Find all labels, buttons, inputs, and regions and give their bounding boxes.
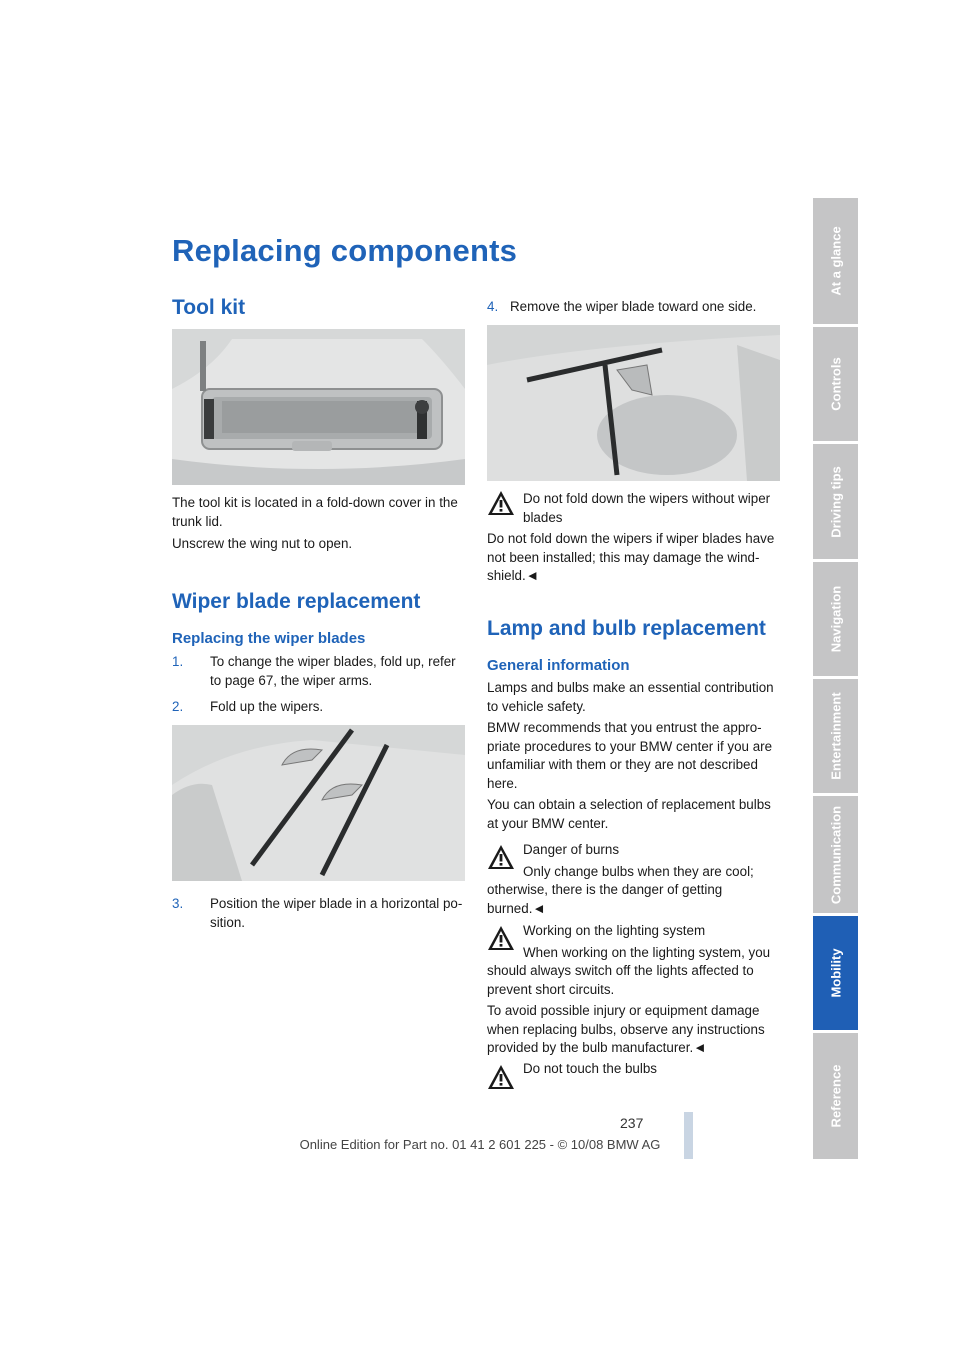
tab-label: Controls xyxy=(828,357,843,411)
tool-kit-paragraph-2: Unscrew the wing nut to open. xyxy=(172,536,353,551)
lamp-paragraph-2: BMW recommends that you entrust the appro-priate procedures to your BMW center if you are unfamiliar with them or they are not described here. xyxy=(487,720,773,791)
lamp-paragraph-1: Lamps and bulbs make an essential contribution to vehicle safety. xyxy=(487,680,774,714)
burns-warning-line: Only change bulbs when they are cool; xyxy=(523,864,754,879)
tab-label: Communication xyxy=(828,805,843,904)
bulbs-warning-title: Do not touch the bulbs xyxy=(523,1061,657,1076)
wiper-step-2 xyxy=(172,698,466,718)
burns-warning-title: Danger of burns xyxy=(523,842,620,857)
tab-label: Entertainment xyxy=(828,692,843,780)
tab-label: Mobility xyxy=(828,948,843,998)
step-number: 4. xyxy=(487,299,499,314)
footer-text: Online Edition for Part no. 01 41 2 601 225 - © 10/08 BMW AG xyxy=(299,1137,661,1152)
wiper-subheading: Replacing the wiper blades xyxy=(172,630,366,647)
tab-label: Reference xyxy=(828,1064,843,1128)
lighting-warning-title: Working on the lighting system xyxy=(523,923,706,938)
wiper-removal-image xyxy=(487,325,780,481)
step-text: Position the wiper blade in a horizontal po-sition. xyxy=(210,896,463,930)
burns-warning-body: otherwise, there is the danger of getting burned.◄ xyxy=(487,882,723,916)
wipers-folded-image xyxy=(172,725,465,881)
lighting-warning-line: When working on the lighting system, you xyxy=(523,945,771,960)
warning-icon xyxy=(487,490,515,516)
tab-entertainment[interactable] xyxy=(813,679,858,793)
wiper-warning-body: Do not fold down the wipers if wiper blades have not been installed; this may damage the wind-shield.◄ xyxy=(487,531,775,583)
tab-driving-tips[interactable] xyxy=(813,444,858,559)
page-number: 237 xyxy=(620,1115,644,1131)
lamp-heading: Lamp and bulb replacement xyxy=(487,617,766,640)
tool-kit-image xyxy=(172,329,465,485)
wiper-step-3 xyxy=(172,895,466,935)
step-number: 3. xyxy=(172,896,184,911)
page-title: Replacing components xyxy=(172,233,518,268)
step-number: 1. xyxy=(172,654,184,669)
lamp-subheading: General information xyxy=(487,657,630,674)
warning-icon xyxy=(487,844,515,870)
tab-at-a-glance[interactable] xyxy=(813,198,858,324)
lamp-paragraph-3: You can obtain a selection of replacement bulbs at your BMW center. xyxy=(487,797,771,831)
tab-label: Driving tips xyxy=(828,465,843,538)
wiper-step-1 xyxy=(172,653,466,693)
step-text: Fold up the wipers. xyxy=(210,699,324,714)
tab-controls[interactable] xyxy=(813,327,858,441)
tab-mobility[interactable] xyxy=(813,916,858,1030)
tool-kit-heading: Tool kit xyxy=(172,296,246,319)
tab-communication[interactable] xyxy=(813,796,858,913)
tab-label: At a glance xyxy=(828,226,843,296)
wiper-step-4 xyxy=(487,298,781,318)
wiper-warning xyxy=(487,490,781,534)
lighting-warning-body-2: To avoid possible injury or equipment damage when replacing bulbs, observe any instructions provided by the bulb manufacturer.◄ xyxy=(487,1003,765,1055)
warning-icon xyxy=(487,925,515,951)
step-text: To change the wiper blades, fold up, refer to page 67, the wiper arms. xyxy=(210,654,456,688)
step-text: Remove the wiper blade toward one side. xyxy=(510,299,757,314)
warning-icon xyxy=(487,1064,515,1090)
tab-label: Navigation xyxy=(828,585,843,653)
step-number: 2. xyxy=(172,699,184,714)
lighting-warning-body: should always switch off the lights affected to prevent short circuits. xyxy=(487,963,754,997)
tool-kit-paragraph-1: The tool kit is located in a fold-down cover in the trunk lid. xyxy=(172,495,458,529)
warning-title: Do not fold down the wipers without wiper blades xyxy=(523,491,771,525)
wiper-heading: Wiper blade replacement xyxy=(172,590,421,613)
tab-navigation[interactable] xyxy=(813,562,858,676)
